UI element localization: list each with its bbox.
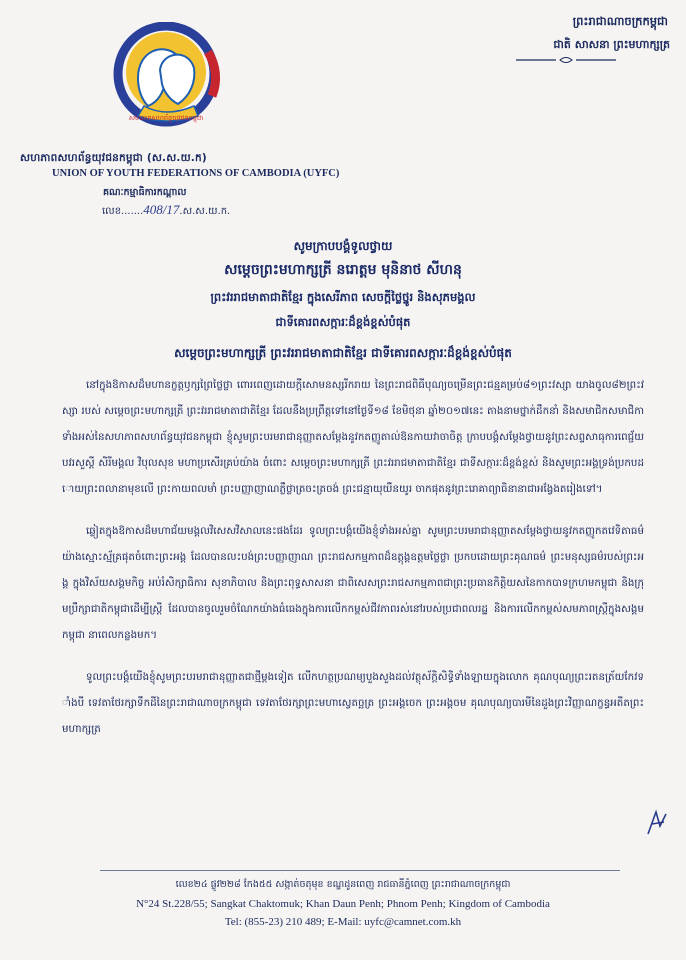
- footer-address-khmer: លេខ២៤ ផ្លូវ២២៨ កែង៥៥ សង្កាត់ចតុមុខ ខណ្ឌដូនពេញ រាជធានីភ្នំពេញ ព្រះរាជាណាចក្រកម្ពុជា: [175, 879, 511, 890]
- logo-caption: សហភាពសហព័ន្ធយុវជនកម្ពុជា: [128, 114, 204, 122]
- kingdom-heading: ព្រះរាជាណាចក្រកម្ពុជា: [572, 14, 668, 28]
- addressee-honorific: ជាទីគោរពសក្ការៈដ៏ខ្ពង់ខ្ពស់បំផុត: [275, 315, 411, 329]
- letter-subject: សម្តេចព្រះមហាក្សត្រី ព្រះវររាជមាតាជាតិខ្មែរ ជាទីគោរពសក្ការៈដ៏ខ្ពង់ខ្ពស់បំផុត: [174, 346, 512, 360]
- org-name-english: UNION OF YOUTH FEDERATIONS OF CAMBODIA (UYFC): [52, 168, 340, 179]
- body-paragraph-1: នៅក្នុងឱកាសដ៏មហានក្ខត្តឫក្សព្រៃថ្លៃថ្លា ពោរពេញដោយក្តីសោមនស្សរីករាយ នៃព្រះរាជពិធីបុណ្យចម្រើនព្រះជន្មគម្រប់៨១ព្រះវស្សា យាងចូល៨២ព្រះវស្សា របស់ សម្តេចព្រះមហាក្សត្រី ព្រះវររាជមាតាជាតិខ្មែរ ដែលនឹងប្រព្រឹត្តទៅនៅថ្ងៃទី១៨ ខែមិថុនា ឆ្នាំ២០១៧នេះ តាងនាមថ្នាក់ដឹកនាំ និងសមាជិកសមាជិកាទាំងអស់នៃសហភាពសហព័ន្ធយុវជនកម្ពុជា ខ្ញុំសូមព្រះបរមរាជានុញ្ញាតសម្តែងនូវកតញ្ញូតាល់ឱនកាយវាចាចិត្ត ក្រាបបង្គំសម្តែងថ្វាយនូវព្រះសព្ទសាធុការពេជ្ជ័យ បវរសួស្តី សិរីមង្គល វិបុលសុខ មហាប្រសើរគ្រប់យ៉ាង ចំពោះ សម្តេចព្រះមហាក្សត្រី ព្រះវររាជមាតាជាតិខ្មែរ ជាទីសក្ការៈដ៏ខ្ពង់ខ្ពស់ និងសូមព្រះអង្គទ្រង់ប្រកបដោយព្រះពលានាមុខលើ ព្រះកាយពលមាំ ព្រះបញ្ញាញាណភ្លឺថ្លាត្រចះត្រចង់ ព្រះជន្មាយុយឺនយូរ ចាកផុតនូវព្រះរោគាព្យាធិនានាជាអង្វែងតរៀងទៅ។: [62, 379, 644, 495]
- salutation-line: សូមក្រាបបង្គំទូលថ្វាយ: [293, 239, 393, 253]
- national-motto: ជាតិ សាសនា ព្រះមហាក្សត្រ: [553, 38, 670, 51]
- uyfc-logo: [108, 22, 224, 130]
- org-name-khmer: សហភាពសហព័ន្ធយុវជនកម្ពុជា (ស.ស.យ.ក): [20, 152, 207, 164]
- committee-label: គណៈកម្មាធិការកណ្តាល: [103, 187, 187, 198]
- footer-address-english: N°24 St.228/55; Sangkat Chaktomuk; Khan Daun Penh; Phnom Penh; Kingdom of Cambodia: [136, 898, 550, 910]
- ornament-divider: [516, 56, 616, 64]
- letter-body: [62, 372, 644, 758]
- reference-number: [102, 202, 230, 219]
- addressee-title: ព្រះវររាជមាតាជាតិខ្មែរ ក្នុងសេរីភាព សេចក្តីថ្លៃថ្នូរ និងសុភមង្គល: [210, 290, 476, 304]
- ref-handwritten-number: 408/17: [143, 202, 180, 217]
- body-paragraph-3: ទូលព្រះបង្គំយើងខ្ញុំសូមព្រះបរមរាជានុញ្ញាតជាថ្មីម្តងទៀត លើកហត្ថប្រណម្យបួងសួងដល់វត្ថុស័ក្តិសិទ្ធិទាំងឡាយក្នុងលោក គុណបុណ្យព្រះរតនត្រ័យកែវទាំងបី ទេវតាថែរក្សាទឹកដីនៃព្រះរាជាណាចក្រកម្ពុជា ទេវតាថែរក្សាព្រះមហាស្វេតច្ឆត្រ ព្រះអង្គចេក ព្រះអង្គចម គុណបុណ្យបារមីនៃដួងព្រះវិញ្ញាណក្ខន្ធអតីតព្រះមហាក្សត្រ: [62, 671, 644, 735]
- ref-suffix: .ស.ស.យ.ក.: [179, 206, 231, 217]
- ref-prefix: លេខ.......: [102, 206, 144, 217]
- body-paragraph-2: ឆ្លៀតក្នុងឱកាសដ៏មហាជ័យមង្គលវិសេសវិសាលនេះផងដែរ ទូលព្រះបង្គំយើងខ្ញុំទាំងអស់គ្នា សូមព្រះបរមរាជានុញ្ញាតសម្តែងថ្វាយនូវកតញ្ញូកតវេទិតាធម៌យ៉ាងស្មោះស្ម័គ្រផុតចំពោះព្រះអង្គ ដែលបានលះបង់ព្រះបញ្ញាញាណ ព្រះរាជសកម្មភាពដ៏ឧត្តុង្គឧត្តមថ្លៃថ្លា ប្រកបដោយព្រះគុណធម៌ ព្រះមនុស្សធម៌របស់ព្រះអង្គ ក្នុងវិស័យសង្គមកិច្ច អប់រំសិក្សាធិការ សុខាភិបាល និងព្រះពុទ្ធសាសនា ជាពិសេសព្រះរាជសកម្មភាពជាព្រះប្រធានកិត្តិយសនៃកាកបាទក្រហមកម្ពុជា និងក្រុមប្រឹក្សាជាតិកម្ពុជាដើម្បីស្ត្រី ដែលបានចូលរួមចំណែកយ៉ាងធំធេងក្នុងការលើកកម្ពស់ជីវភាពរស់នៅរបស់ប្រជាពលរដ្ឋ និងការលើកកម្ពស់សមភាពស្ត្រីក្នុងសង្គមកម្ពុជា នាពេលកន្លងមក។: [62, 525, 644, 641]
- addressee-name: សម្តេចព្រះមហាក្សត្រី នរោត្តម មុនិនាថ សីហនុ: [224, 262, 462, 278]
- footer-divider: [100, 870, 620, 871]
- initials-mark: [644, 808, 670, 838]
- footer-contact: Tel: (855-23) 210 489; E-Mail: uyfc@camnet.com.kh: [224, 916, 462, 928]
